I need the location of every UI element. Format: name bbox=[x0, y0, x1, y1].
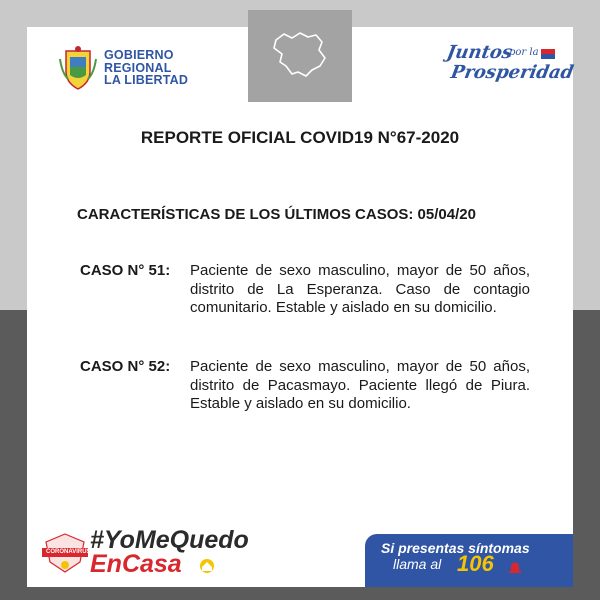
case-51-text: Paciente de sexo masculino, mayor de 50 años, distrito de La Esperanza. Caso de contagio comunitario. Estable y aislado en su domicilio. bbox=[190, 262, 530, 316]
coronavirus-badge bbox=[40, 532, 90, 574]
report-title: REPORTE OFICIAL COVID19 N°67-2020 bbox=[140, 128, 460, 147]
case-52-label: CASO N° 52: bbox=[80, 358, 171, 375]
region-map-icon bbox=[270, 30, 330, 80]
flag-icon bbox=[541, 49, 555, 59]
slogan-logo bbox=[445, 40, 576, 90]
hashtag-line2: EnCasa bbox=[90, 550, 182, 578]
stay-home-hashtag bbox=[90, 528, 249, 576]
slogan-line1: Juntos bbox=[445, 42, 515, 63]
coat-of-arms-icon bbox=[58, 45, 98, 91]
hashtag-line1: #YoMeQuedo bbox=[90, 526, 249, 554]
org-name-line2: REGIONAL bbox=[104, 60, 172, 75]
hotline-number: 106 bbox=[457, 551, 494, 576]
slogan-small: por la bbox=[509, 47, 539, 58]
siren-icon bbox=[508, 559, 522, 573]
org-name-line1: GOBIERNO bbox=[104, 48, 174, 62]
org-name-line3: LA LIBERTAD bbox=[104, 73, 189, 87]
slogan-line2: Prosperidad bbox=[449, 62, 576, 83]
house-icon bbox=[197, 556, 217, 574]
case-51-label: CASO N° 51: bbox=[80, 262, 171, 279]
call-text: llama al bbox=[393, 556, 442, 572]
gobierno-regional-name bbox=[104, 49, 188, 87]
symptoms-hotline-banner bbox=[365, 534, 573, 587]
report-subtitle: CARACTERÍSTICAS DE LOS ÚLTIMOS CASOS: 05/04/20 bbox=[77, 206, 476, 223]
region-map-tab bbox=[248, 10, 352, 102]
coronavirus-badge-label: CORONAVIRUS bbox=[46, 549, 91, 555]
symptoms-text: Si presentas síntomas bbox=[381, 540, 530, 556]
case-52-text: Paciente de sexo masculino, mayor de 50 años, distrito de Pacasmayo. Paciente llegó de Piura. Estable y aislado en su domicilio. bbox=[190, 358, 530, 412]
